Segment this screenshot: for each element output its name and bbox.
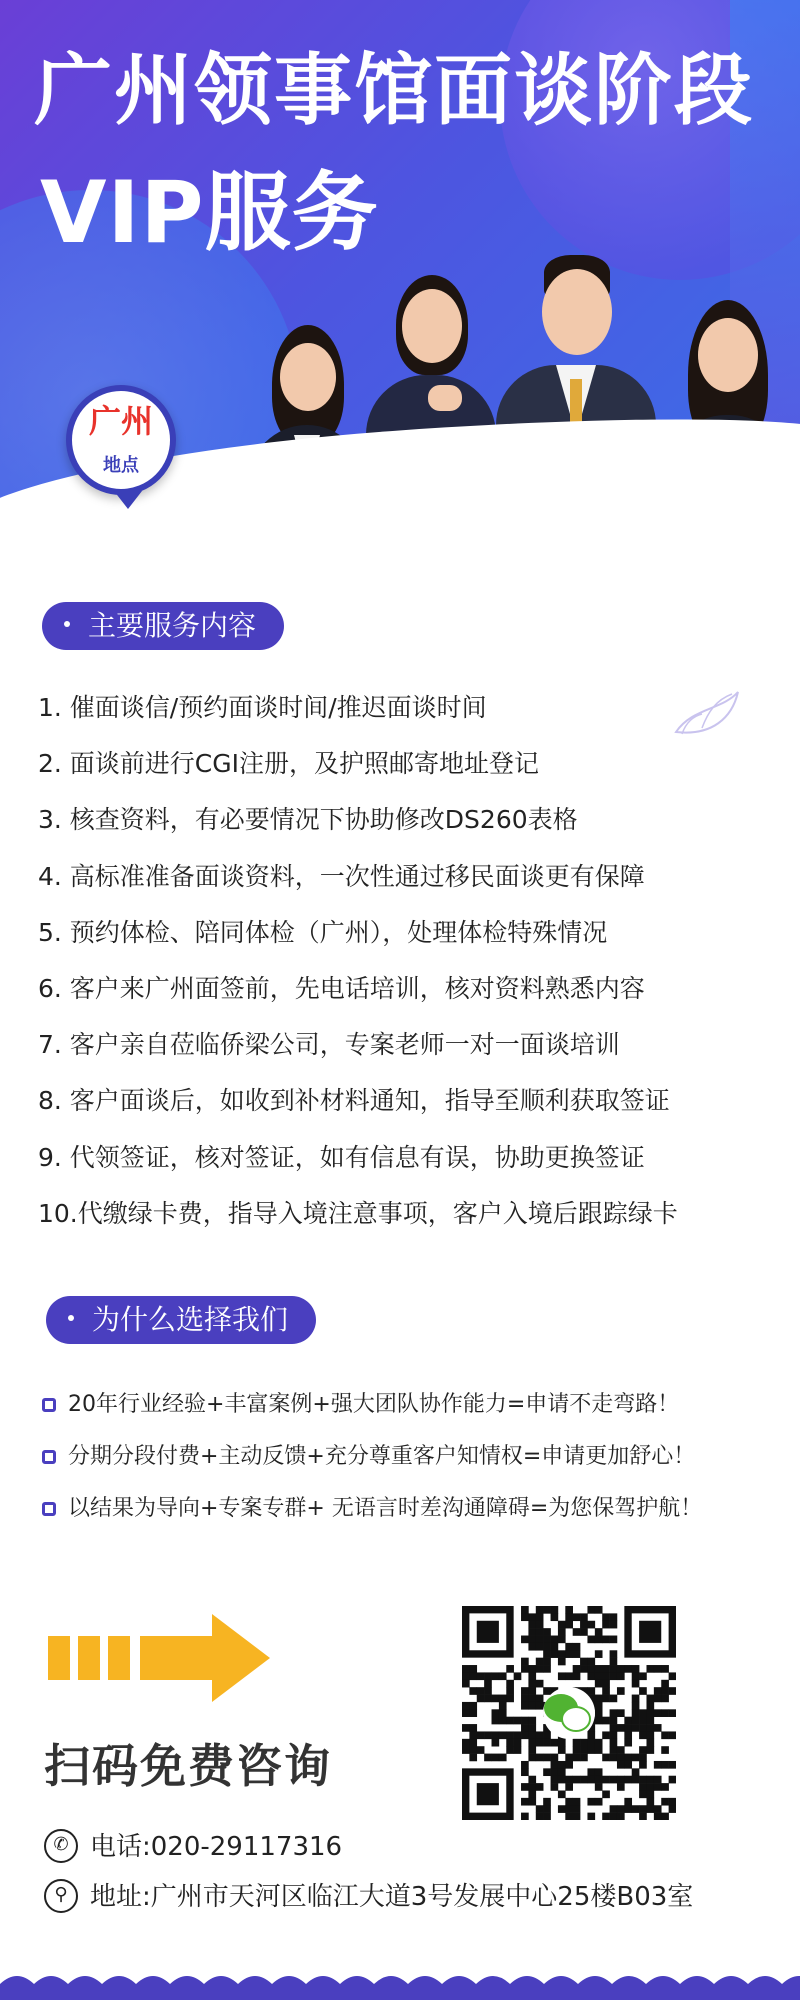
scan-cta-text: 扫码免费咨询 [44,1739,332,1793]
hero-banner [0,0,800,545]
list-item: 9. 代领签证，核对签证，如有信息有误，协助更换签证 [38,1142,645,1172]
wechat-icon [543,1687,595,1739]
arrow-icon-body [140,1636,220,1680]
bottom-wave-decor [0,1968,800,2000]
services-heading: 主要服务内容 [42,602,284,650]
bullet-dot-icon [64,621,70,627]
phone-icon: ✆ [44,1829,78,1863]
list-item: 20年行业经验+丰富案例+强大团队协作能力=申请不走弯路！ [42,1388,782,1440]
list-item: 4. 高标准准备面谈资料，一次性通过移民面谈更有保障 [38,861,645,891]
checkbox-bullet-icon [42,1450,56,1464]
services-list [38,688,778,1250]
location-pin-icon: ⚲ [44,1879,78,1913]
list-item: 3. 核查资料，有必要情况下协助修改DS260表格 [38,805,578,835]
location-label: 地点 [103,455,139,476]
bullet-dot-icon [68,1315,74,1321]
checkbox-bullet-icon [42,1502,56,1516]
list-item: 2. 面谈前进行CGI注册，及护照邮寄地址登记 [38,749,540,779]
arrow-icon-head [212,1614,270,1702]
list-item: 7. 客户亲自莅临侨梁公司，专案老师一对一面谈培训 [38,1030,620,1060]
page-subtitle: VIP服务 [40,163,379,263]
phone-text: 电话:020-29117316 [90,1832,343,1862]
why-heading: 为什么选择我们 [46,1296,316,1344]
checkbox-bullet-icon [42,1398,56,1412]
qr-code-graphic [462,1606,676,1820]
qr-code[interactable] [462,1606,676,1820]
list-item: 6. 客户来广州面签前，先电话培训，核对资料熟悉内容 [38,973,645,1003]
list-item: 5. 预约体检、陪同体检（广州），处理体检特殊情况 [38,917,608,947]
list-item: 10.代缴绿卡费，指导入境注意事项，客户入境后跟踪绿卡 [38,1198,678,1228]
list-item: 以结果为导向+专案专群+ 无语言时差沟通障碍=为您保驾护航！ [42,1492,782,1544]
location-pin-badge [66,385,176,495]
list-item: 1. 催面谈信/预约面谈时间/推迟面谈时间 [38,693,487,722]
why-list [42,1388,782,1544]
list-item: 分期分段付费+主动反馈+充分尊重客户知情权=申请更加舒心！ [42,1440,782,1492]
phone-contact[interactable] [44,1826,342,1865]
location-city: 广州 [88,402,153,440]
address-text: 地址:广州市天河区临江大道3号发展中心25楼B03室 [90,1882,694,1912]
address-contact [44,1876,693,1915]
page-title: 广州领事馆面谈阶段 [34,46,755,136]
list-item: 8. 客户面谈后，如收到补材料通知，指导至顺利获取签证 [38,1086,670,1116]
